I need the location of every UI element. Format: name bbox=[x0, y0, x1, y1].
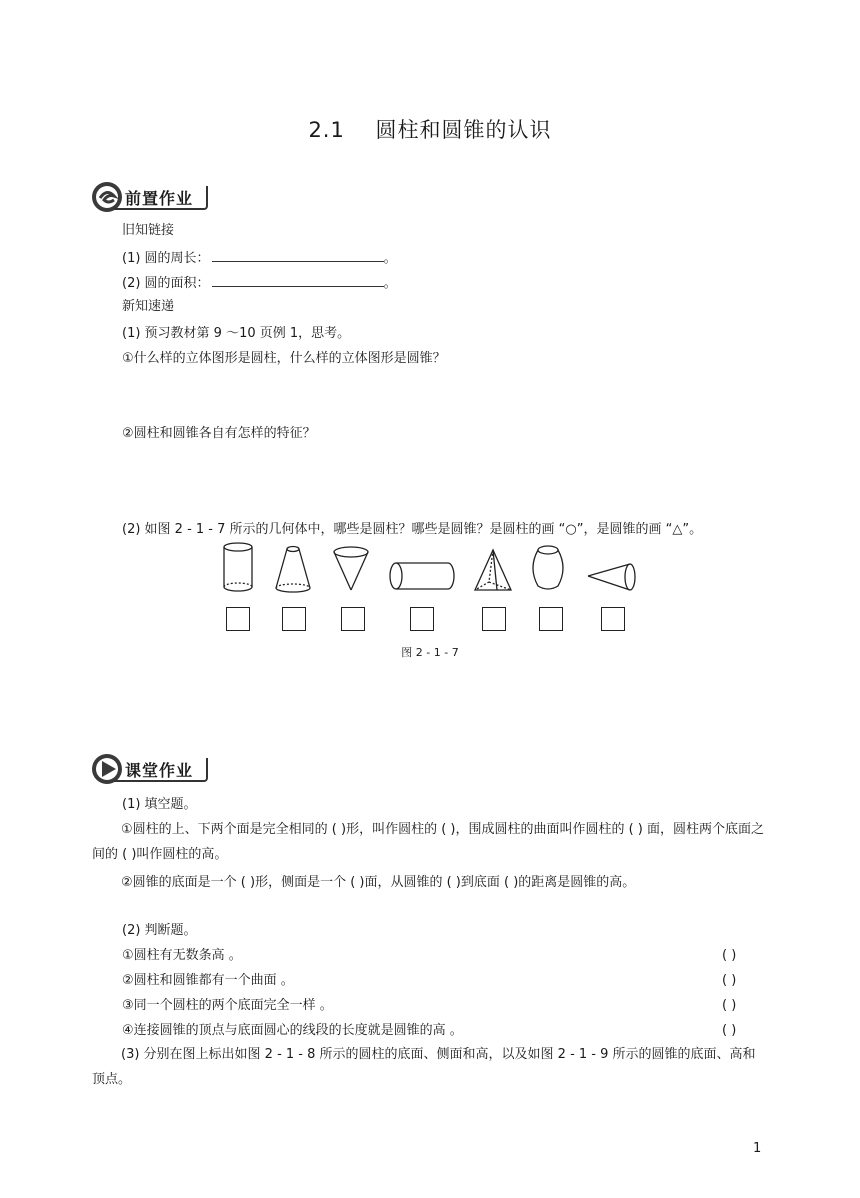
question-text: (1) 圆的周长： bbox=[122, 251, 210, 266]
judge-item: ②圆柱和圆锥都有一个曲面 。 bbox=[122, 973, 294, 988]
answer-box[interactable] bbox=[282, 607, 306, 631]
section-label: 课堂作业 bbox=[125, 761, 194, 780]
mark-question: (3) 分别在图上标出如图 2 - 1 - 8 所示的圆柱的底面、侧面和高，以及如图 2 - 1 - 9 所示的圆锥的底面、高和顶点。 bbox=[92, 1047, 756, 1087]
judge-answer-paren[interactable]: ( ) bbox=[722, 1023, 737, 1038]
page-title: 2.1 圆柱和圆锥的认识 bbox=[308, 118, 552, 142]
figure-question: (2) 如图 2 - 1 - 7 所示的几何体中，哪些是圆柱？哪些是圆锥？是圆柱的画 “○”，是圆锥的画 “△”。 bbox=[122, 522, 703, 537]
section-label: 前置作业 bbox=[125, 189, 194, 208]
judge-answer-paren[interactable]: ( ) bbox=[722, 998, 737, 1013]
question-circumference bbox=[122, 248, 397, 268]
judge-item: ④连接圆锥的顶点与底面圆心的线段的长度就是圆锥的高 。 bbox=[122, 1023, 463, 1038]
figure-shapes bbox=[210, 540, 650, 598]
pyramid-icon bbox=[475, 550, 511, 590]
fill-heading: (1) 填空题。 bbox=[122, 797, 197, 812]
question-area bbox=[122, 273, 397, 293]
judge-answer-paren[interactable]: ( ) bbox=[722, 973, 737, 988]
cone-inverted-icon bbox=[334, 547, 368, 590]
answer-blank[interactable] bbox=[212, 273, 384, 287]
judge-heading: (2) 判断题。 bbox=[122, 923, 197, 938]
cylinder-horizontal-icon bbox=[390, 563, 454, 589]
period: 。 bbox=[383, 251, 397, 266]
section-header-pre-homework bbox=[90, 180, 208, 214]
new-knowledge-heading: 新知速递 bbox=[122, 299, 175, 314]
fill-question-1: ①圆柱的上、下两个面是完全相同的 ( )形，叫作圆柱的 ( )，围成圆柱的曲面叫作圆柱的 ( ) 面，圆柱两个底面之间的 ( )叫作圆柱的高。 bbox=[92, 822, 765, 862]
think-question-2: ②圆柱和圆锥各自有怎样的特征？ bbox=[122, 426, 316, 441]
preview-instruction: (1) 预习教材第 9 ～10 页例 1，思考。 bbox=[122, 326, 351, 341]
section-header-class-homework bbox=[90, 752, 208, 786]
old-knowledge-heading: 旧知链接 bbox=[122, 223, 175, 238]
answer-blank[interactable] bbox=[212, 248, 384, 262]
period: 。 bbox=[383, 276, 397, 291]
question-text: (2) 圆的面积： bbox=[122, 276, 210, 291]
answer-box[interactable] bbox=[226, 607, 250, 631]
answer-box[interactable] bbox=[482, 607, 506, 631]
judge-answer-paren[interactable]: ( ) bbox=[722, 948, 737, 963]
cylinder-upright-icon bbox=[224, 543, 252, 591]
answer-box[interactable] bbox=[539, 607, 563, 631]
figure-caption: 图 2 - 1 - 7 bbox=[401, 646, 459, 659]
frustum-icon bbox=[276, 547, 310, 593]
judge-item: ③同一个圆柱的两个底面完全一样 。 bbox=[122, 998, 333, 1013]
answer-box[interactable] bbox=[410, 607, 434, 631]
think-question-1: ①什么样的立体图形是圆柱，什么样的立体图形是圆锥？ bbox=[122, 351, 446, 366]
answer-box[interactable] bbox=[601, 607, 625, 631]
judge-item: ①圆柱有无数条高 。 bbox=[122, 948, 242, 963]
fill-question-2: ②圆锥的底面是一个 ( )形，侧面是一个 ( )面，从圆锥的 ( )到底面 ( )的距离是圆锥的高。 bbox=[121, 875, 636, 890]
cone-sideways-icon bbox=[588, 564, 635, 590]
barrel-icon bbox=[533, 546, 563, 589]
answer-box[interactable] bbox=[341, 607, 365, 631]
page-number: 1 bbox=[753, 1141, 762, 1156]
